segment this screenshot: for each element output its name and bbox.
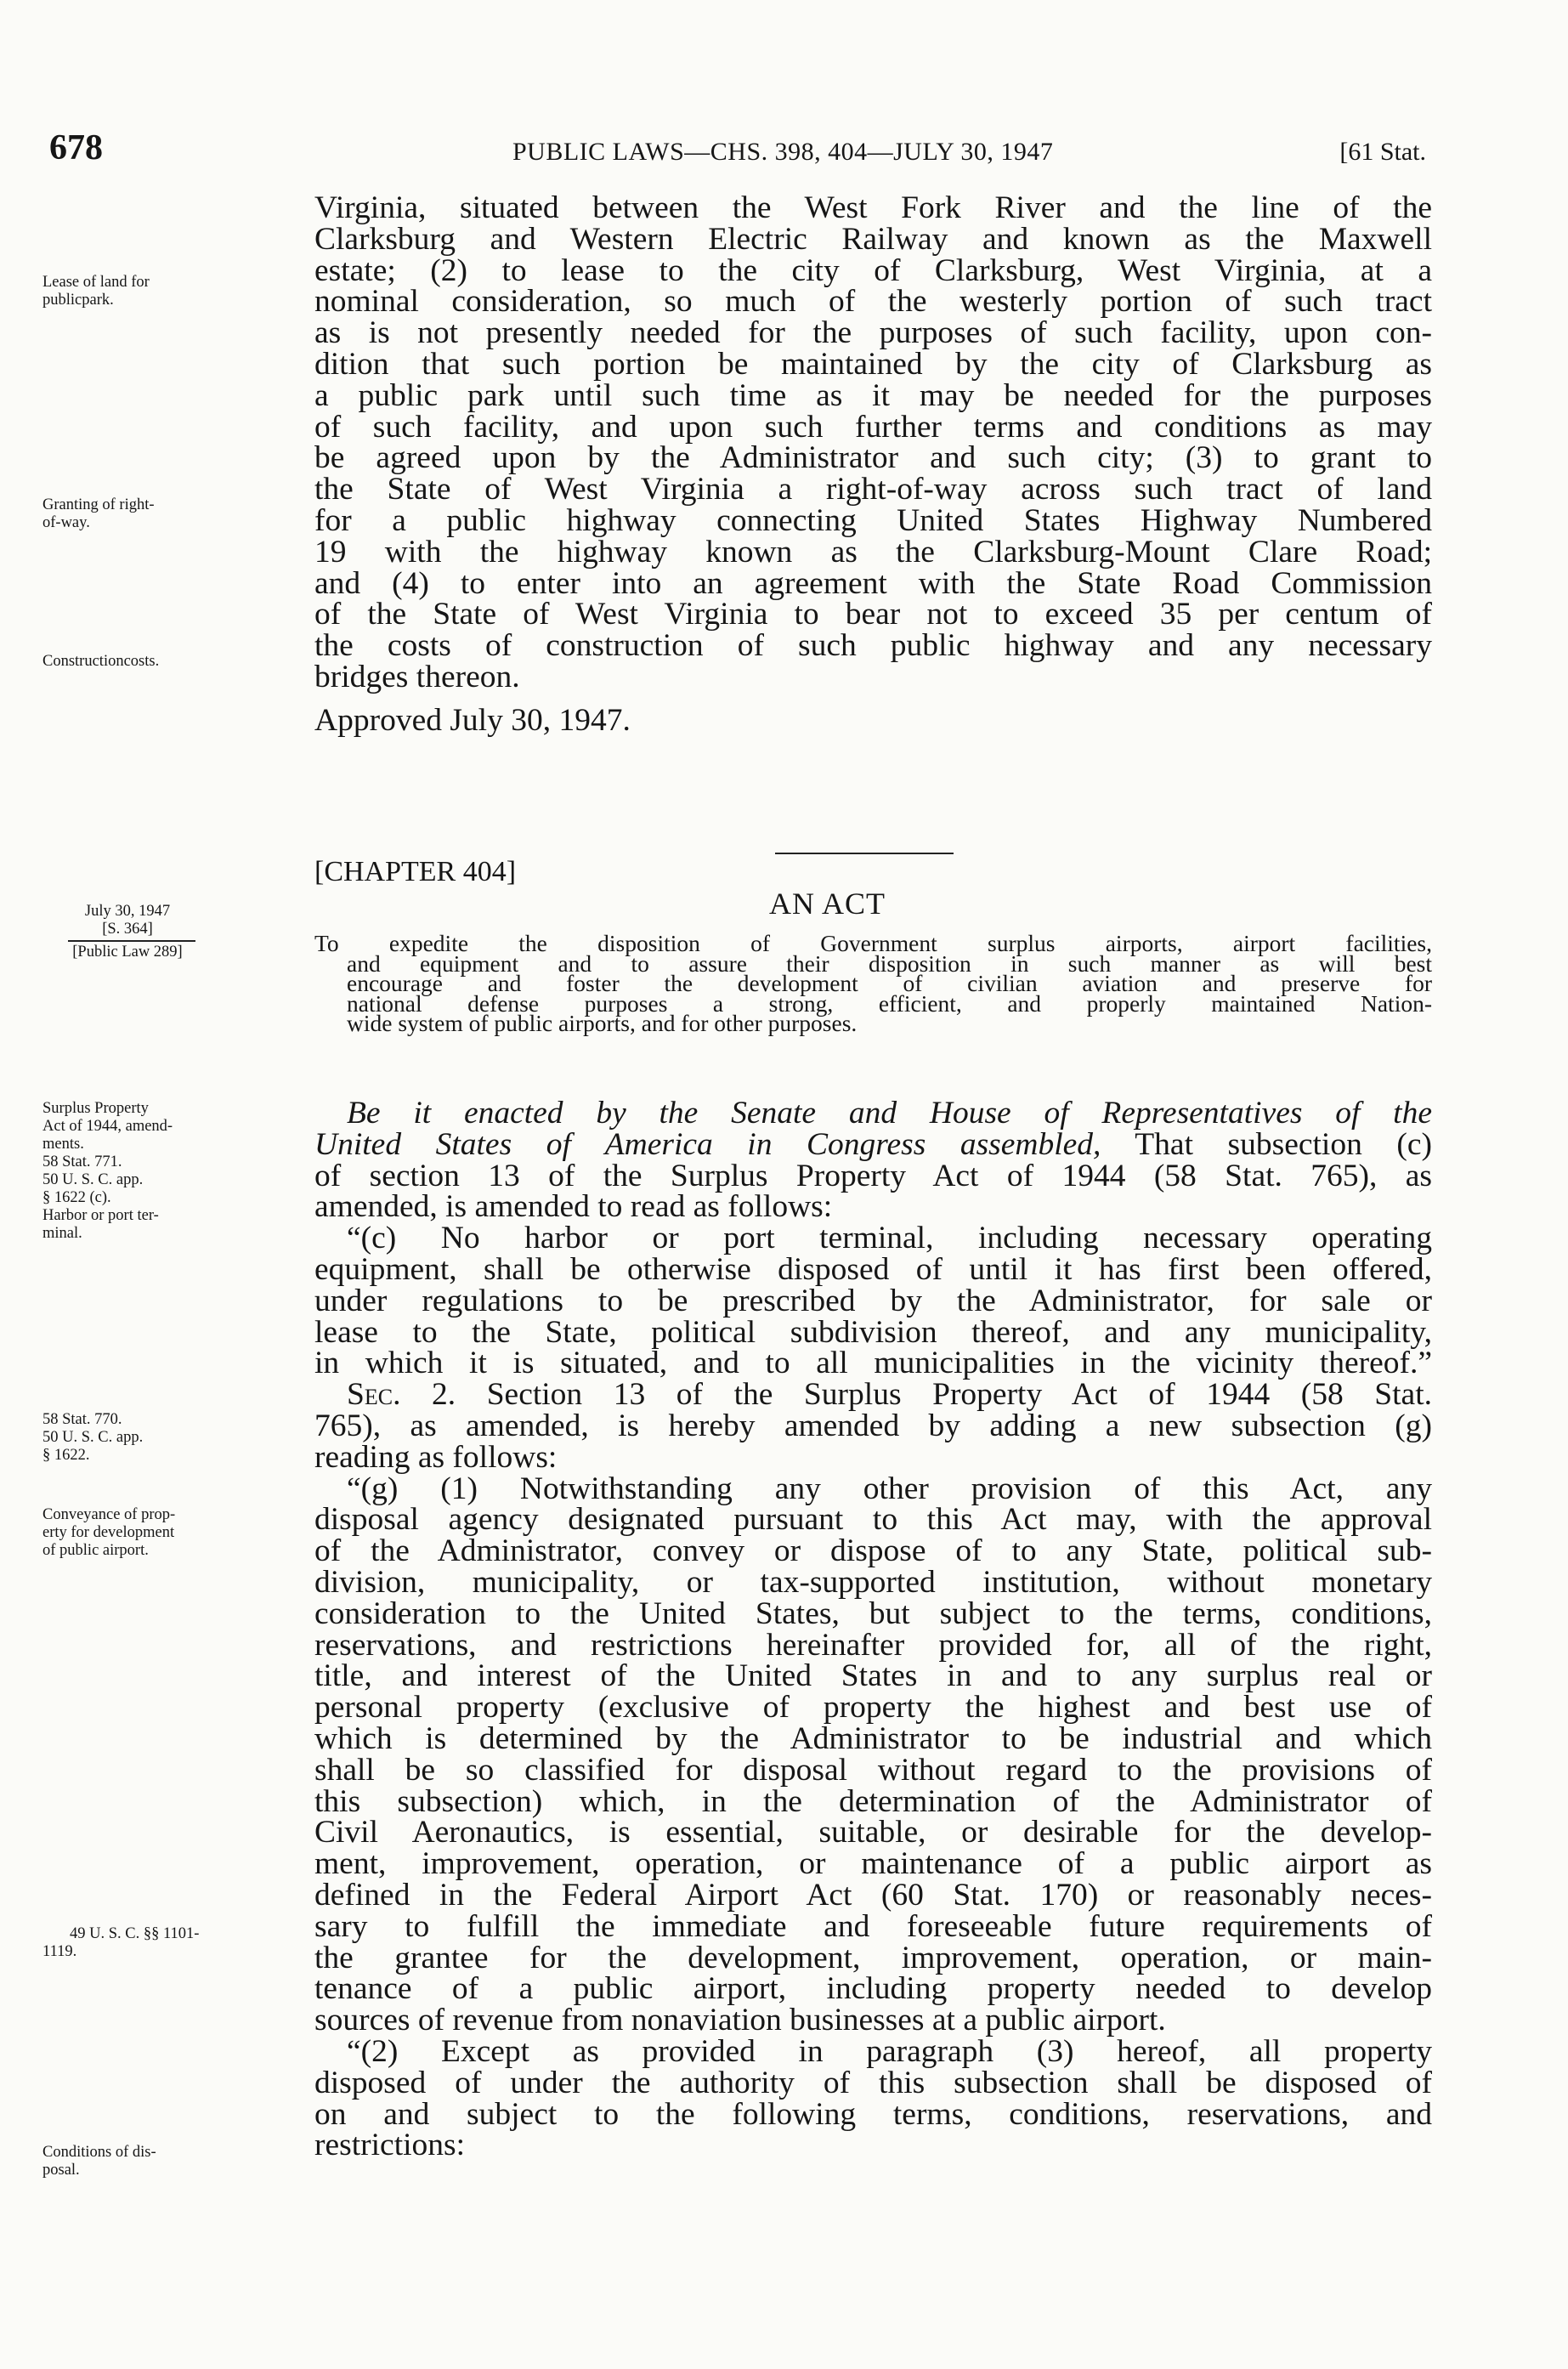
margin-note-date-block: July 30, 1947 [S. 364] [Public Law 289] [42, 903, 212, 961]
margin-note-conveyance: Conveyance of prop- erty for development of public airport. [42, 1506, 176, 1559]
title-rule [775, 853, 954, 854]
margin-note-49-usc: 49 U. S. C. §§ 1101- 1119. [42, 1925, 200, 1960]
chapter-heading: [CHAPTER 404] [314, 856, 517, 887]
chapter-404-body: Be it enacted by the Senate and House of Representatives of the United States of America in Congress assembled, That subsection (c) of section 13 of the Surplus Property Act of 1944 (58 Stat. 765), as amended, is amended to read as follows: “(c) No harbor or port terminal, including necessary operating equipment, shall be otherwise disposed of until it has first been offered, under regulations to be prescribed by the Administrator, for sale or lease to the State, political subdivision thereof, and any municipality, in which it is situated, and to all municipalities in the vicinity thereof.” Sec. 2. Section 13 of the Surplus Property Act of 1944 (58 Stat. 765), as amended, is hereby amended by adding a new subsection (g) reading as follows: “(g) (1) Notwithstanding any other provision of this Act, any disposal agency designated pursuant to this Act may, with the approval of the Administrator, convey or dispose of to any State, political sub- division, municipality, or tax-supported institution, without monetary consideration to the United States, but subject to the terms, conditions, reservations, and restrictions hereinafter provided for, all of the right, title, and interest of the United States in and to any surplus real or personal property (exclusive of property the highest and best use of which is determined by the Administrator to be industrial and which shall be so classified for disposal without regard to the provisions of this subsection) which, in the determination of the Administrator of Civil Aeronautics, is essential, suitable, or desirable for the develop- ment, improvement, operation, or maintenance of a public airport as defined in the Federal Airport Act (60 Stat. 170) or reasonably neces- sary to fulfill the immediate and foreseeable future requirements of the grantee for the development, improvement, operation, or main- tenance of a public airport, including property needed to develop sources of revenue from nonaviation businesses at a public airport. “(2) Except as provided in paragraph (3) hereof, all property disposed of under the authority of this subsection shall be disposed of on and subject to the following terms, conditions, reservations, and restrictions: [314, 1096, 1432, 2163]
margin-note-conditions: Conditions of dis- posal. [42, 2144, 156, 2179]
margin-note-lease: Lease of land for publicpark. [42, 274, 150, 309]
chapter-398-continuation: Virginia, situated between the West Fork River and the line of the Clarksburg and Western Electric Railway and known as the Maxwell estate; (2) to lease to the city of Clarksburg, West Virginia, at a nominal consideration, so much of the westerly portion of such tract as is not presently needed for the purposes of such facility, upon con- dition that such portion be maintained by the city of Clarksburg as a public park until such time as it may be needed for the purposes of such facility, and upon such further terms and conditions as may be agreed upon by the Administrator and such city; (3) to grant to the State of West Virginia a right-of-way across such tract of land for a public highway connecting United States Highway Numbered 19 with the highway known as the Clarksburg-Mount Clare Road; and (4) to enter into an agreement with the State Road Commission of the State of West Virginia to bear not to exceed 35 per centum of the costs of construction of such public highway and any necessary bridges thereon. Approved July 30, 1947. [314, 190, 1432, 738]
page-number: 678 [49, 128, 103, 167]
subsection-c: “(c) No harbor or port terminal, including necessary operating [347, 1221, 1432, 1256]
act-purpose: To expedite the disposition of Government surplus airports, airport facilities, and equipment and to assure their disposition in such manner as will best encourage and foster the development of civilian aviation and preserve for national defense purposes a strong, efficient, and properly maintained Nation- wide system of public airports, and for other purposes. [314, 930, 1432, 1037]
page-header [49, 128, 1426, 170]
act-title: AN ACT [769, 887, 886, 921]
paragraph-2: “(2) Except as provided in paragraph (3) hereof, all property [347, 2033, 1432, 2069]
volume-ref: [61 Stat. [1339, 138, 1426, 166]
running-title: PUBLIC LAWS—CHS. 398, 404—JULY 30, 1947 [512, 138, 1054, 166]
margin-note-surplus-property: Surplus Property Act of 1944, amend- ments. 58 Stat. 771. 50 U. S. C. app. § 1622 (c). Harbor or port ter- minal. [42, 1100, 173, 1242]
margin-note-construction-costs: Constructioncosts. [42, 653, 160, 670]
section-2: Sec. 2. Section 13 of the Surplus Property Act of 1944 (58 Stat. [347, 1377, 1432, 1413]
enacting-clause: Be it enacted by the Senate and House of Representatives of the [347, 1096, 1432, 1131]
subsection-g: “(g) (1) Notwithstanding any other provision of this Act, any [347, 1471, 1432, 1506]
approval-line: Approved July 30, 1947. [314, 702, 631, 738]
margin-note-right-of-way: Granting of right- of-way. [42, 496, 155, 531]
margin-note-58-stat-770: 58 Stat. 770. 50 U. S. C. app. § 1622. [42, 1411, 144, 1464]
